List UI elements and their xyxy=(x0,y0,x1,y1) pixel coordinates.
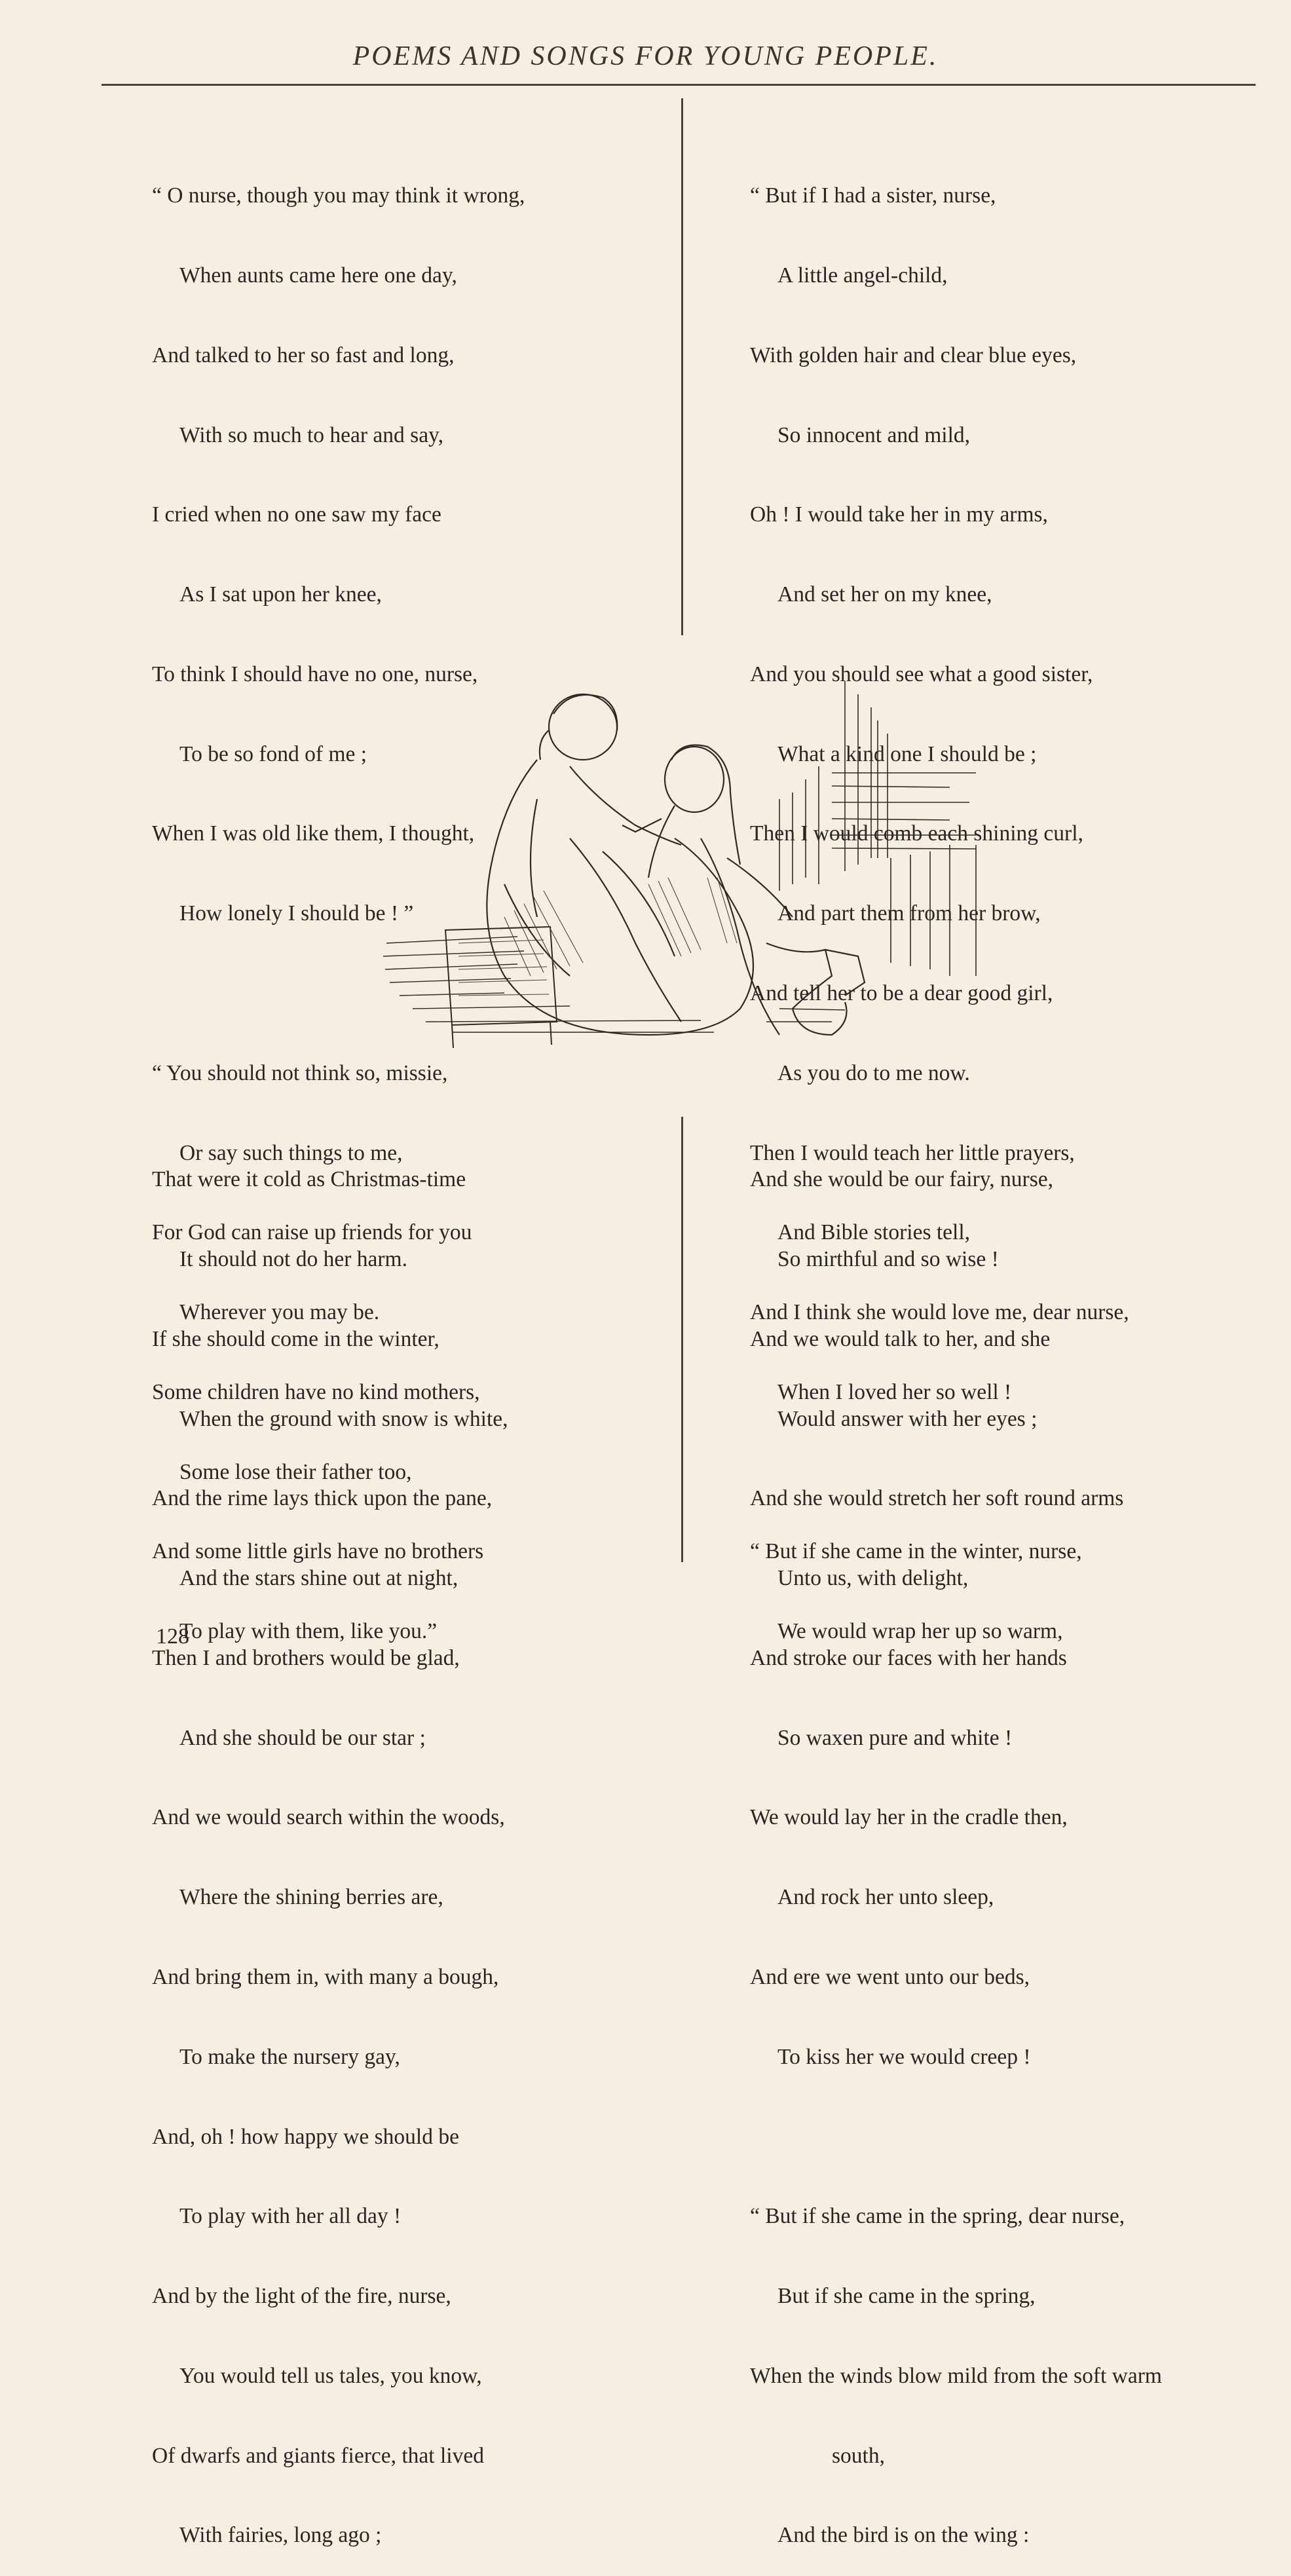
verse-line: south, xyxy=(832,2443,885,2468)
verse-line: “ O nurse, though you may think it wrong, xyxy=(152,183,525,208)
poem-column-bottom-right xyxy=(750,1113,1162,2576)
verse-line: So waxen pure and white ! xyxy=(777,1725,1013,1750)
verse-line: Or say such things to me, xyxy=(179,1140,403,1165)
verse-line: And she would stretch her soft round arms xyxy=(750,1486,1124,1511)
verse-line: I cried when no one saw my face xyxy=(152,502,441,527)
verse-line: We would lay her in the cradle then, xyxy=(750,1805,1068,1830)
verse-line: And by the light of the fire, nurse, xyxy=(152,2284,451,2309)
child-figure xyxy=(622,745,865,1036)
verse-line: When the winds blow mild from the soft warm xyxy=(750,2363,1162,2388)
verse-line: With golden hair and clear blue eyes, xyxy=(750,343,1077,367)
verse-line: With fairies, long ago ; xyxy=(179,2523,382,2548)
verse-line: And I think she would love me, dear nurse, xyxy=(750,1300,1129,1325)
verse-line: To play with them, like you.” xyxy=(179,1619,438,1644)
verse-line: To be so fond of me ; xyxy=(179,741,367,766)
verse-line: To make the nursery gay, xyxy=(179,2044,400,2069)
verse-line: And the rime lays thick upon the pane, xyxy=(152,1486,493,1511)
verse-line: That were it cold as Christmas-time xyxy=(152,1167,466,1192)
verse-line: And tell her to be a dear good girl, xyxy=(750,981,1053,1005)
verse-line: Some lose their father too, xyxy=(179,1459,412,1484)
verse-line: And she would be our fairy, nurse, xyxy=(750,1167,1053,1192)
verse-line: And, oh ! how happy we should be xyxy=(152,2124,459,2149)
verse-line: And stroke our faces with her hands xyxy=(750,1645,1067,1670)
verse-line: “ But if I had a sister, nurse, xyxy=(750,183,996,208)
nurse-figure xyxy=(487,694,753,1035)
verse-line: And rock her unto sleep, xyxy=(777,1885,994,1910)
verse-line: Some children have no kind mothers, xyxy=(152,1379,480,1404)
window-frame xyxy=(779,681,976,976)
verse-line: And set her on my knee, xyxy=(777,582,992,607)
verse-line: Wherever you may be. xyxy=(179,1300,380,1325)
verse-line: And the stars shine out at night, xyxy=(179,1566,458,1591)
verse-line: You would tell us tales, you know, xyxy=(179,2363,482,2388)
verse-line: Oh ! I would take her in my arms, xyxy=(750,502,1048,527)
verse-line: Then I would teach her little prayers, xyxy=(750,1140,1075,1165)
verse-line: And talked to her so fast and long, xyxy=(152,343,455,367)
verse-line: With so much to hear and say, xyxy=(179,422,444,447)
verse-line: When I was old like them, I thought, xyxy=(152,821,475,846)
stanza-break xyxy=(750,2124,1162,2151)
verse-line: And bring them in, with many a bough, xyxy=(152,1965,499,1989)
shading xyxy=(458,878,737,996)
page-number: 128 xyxy=(156,1624,189,1649)
verse-line: And we would talk to her, and she xyxy=(750,1326,1051,1351)
verse-line: And Bible stories tell, xyxy=(777,1220,971,1245)
verse-line: Where the shining berries are, xyxy=(179,1885,443,1910)
verse-line: To think I should have no one, nurse, xyxy=(152,662,478,686)
verse-line: So mirthful and so wise ! xyxy=(777,1246,999,1271)
nurse-and-child-engraving xyxy=(373,668,989,1074)
verse-line: Would answer with her eyes ; xyxy=(777,1406,1038,1431)
verse-line: How lonely I should be ! ” xyxy=(179,901,414,926)
verse-line: To play with her all day ! xyxy=(179,2204,402,2229)
floor-hatching xyxy=(383,937,845,1032)
verse-line: And part them from her brow, xyxy=(777,901,1041,926)
verse-line: And ere we went unto our beds, xyxy=(750,1965,1030,1989)
verse-line: And you should see what a good sister, xyxy=(750,662,1093,686)
column-divider-top xyxy=(681,98,683,635)
verse-line: For God can raise up friends for you xyxy=(152,1220,472,1245)
verse-line: “ But if she came in the winter, nurse, xyxy=(750,1539,1082,1564)
verse-line: And the bird is on the wing : xyxy=(777,2523,1030,2548)
verse-line: It should not do her harm. xyxy=(179,1246,407,1271)
verse-line: As you do to me now. xyxy=(777,1060,970,1085)
verse-line: Unto us, with delight, xyxy=(777,1566,969,1591)
verse-line: But if she came in the spring, xyxy=(777,2284,1036,2309)
header-rule xyxy=(102,84,1256,86)
verse-line: And we would search within the woods, xyxy=(152,1805,505,1830)
verse-line: When the ground with snow is white, xyxy=(179,1406,508,1431)
verse-line: A little angel-child, xyxy=(777,263,948,288)
verse-line: Then I would comb each shining curl, xyxy=(750,821,1083,846)
poem-column-bottom-left xyxy=(152,1113,508,2576)
verse-line: Then I and brothers would be glad, xyxy=(152,1645,460,1670)
verse-line: Of dwarfs and giants fierce, that lived xyxy=(152,2443,484,2468)
verse-line: What a kind one I should be ; xyxy=(777,741,1037,766)
running-header: POEMS AND SONGS FOR YOUNG PEOPLE. xyxy=(352,41,939,71)
verse-line: And she should be our star ; xyxy=(179,1725,426,1750)
verse-line: So innocent and mild, xyxy=(777,422,971,447)
verse-line: If she should come in the winter, xyxy=(152,1326,440,1351)
verse-line: “ You should not think so, missie, xyxy=(152,1060,448,1085)
verse-line: When I loved her so well ! xyxy=(777,1379,1012,1404)
verse-line: “ But if she came in the spring, dear nurse, xyxy=(750,2204,1125,2229)
verse-line: To kiss her we would creep ! xyxy=(777,2044,1031,2069)
verse-line: When aunts came here one day, xyxy=(179,263,457,288)
verse-line: And some little girls have no brothers xyxy=(152,1539,484,1564)
column-divider-bottom xyxy=(681,1117,683,1562)
verse-line: We would wrap her up so warm, xyxy=(777,1619,1063,1644)
verse-line: As I sat upon her knee, xyxy=(179,582,382,607)
